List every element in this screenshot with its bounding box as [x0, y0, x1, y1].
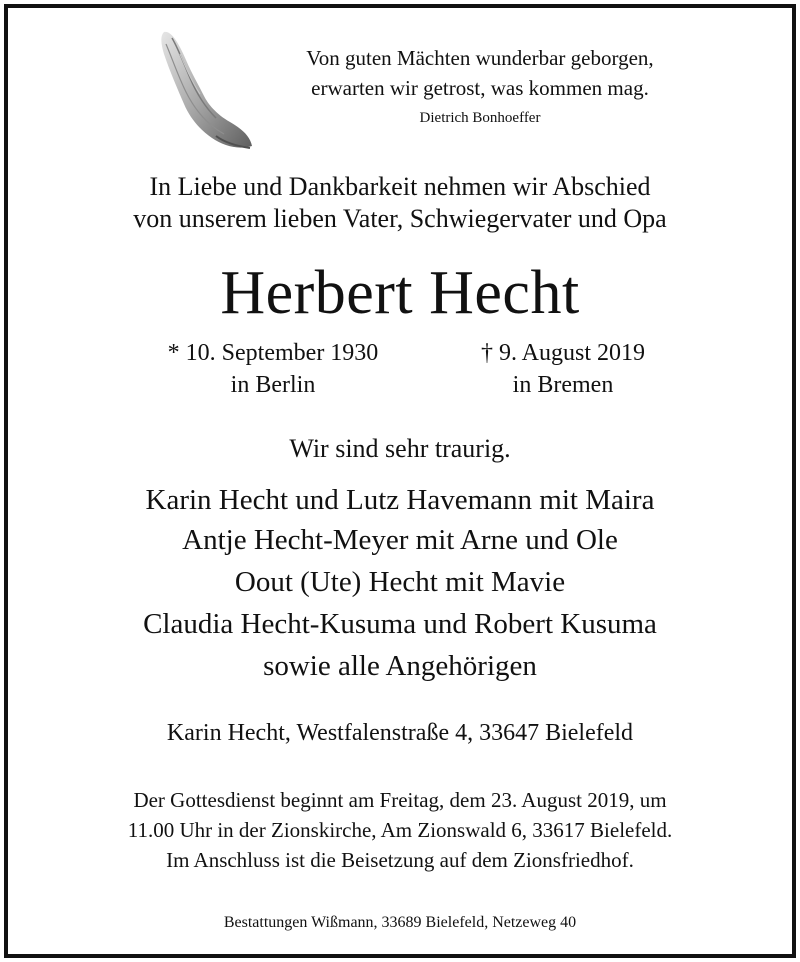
intro-line-2: von unserem lieben Vater, Schwiegervater und Opa: [133, 204, 667, 233]
family-member: Claudia Hecht-Kusuma und Robert Kusuma: [143, 608, 657, 640]
quote-line-2: erwarten wir getrost, was kommen mag.: [311, 76, 649, 100]
obituary-notice: [4, 4, 796, 958]
service-line: 11.00 Uhr in der Zionskirche, Am Zionswald 6, 33617 Bielefeld.: [127, 818, 673, 842]
praying-hands-icon: [146, 24, 256, 158]
service-line: Der Gottesdienst beginnt am Freitag, dem 23. August 2019, um: [133, 788, 667, 812]
mourning-line: Wir sind sehr traurig.: [289, 434, 511, 463]
undertaker-info: Bestattungen Wißmann, 33689 Bielefeld, Netzeweg 40: [223, 914, 577, 931]
quote-author: Dietrich Bonhoeffer: [419, 110, 541, 126]
family-member: Antje Hecht-Meyer mit Arne und Ole: [182, 524, 618, 556]
family-member: Oout (Ute) Hecht mit Mavie: [234, 566, 566, 598]
family-member: sowie alle Angehörigen: [263, 650, 537, 682]
contact-address: Karin Hecht, Westfalenstraße 4, 33647 Bielefeld: [166, 720, 634, 746]
deceased-name: Herbert Hecht: [220, 259, 580, 327]
birth-place: in Berlin: [230, 372, 316, 398]
family-member: Karin Hecht und Lutz Havemann mit Maira: [145, 484, 655, 516]
intro-line-1: In Liebe und Dankbarkeit nehmen wir Abschied: [149, 172, 651, 201]
death-place: in Bremen: [512, 372, 614, 398]
service-line: Im Anschluss ist die Beisetzung auf dem Zionsfriedhof.: [166, 848, 634, 872]
quote-line-1: Von guten Mächten wunderbar geborgen,: [306, 46, 654, 70]
birth-date: * 10. September 1930: [167, 340, 379, 366]
death-date: † 9. August 2019: [480, 340, 645, 366]
